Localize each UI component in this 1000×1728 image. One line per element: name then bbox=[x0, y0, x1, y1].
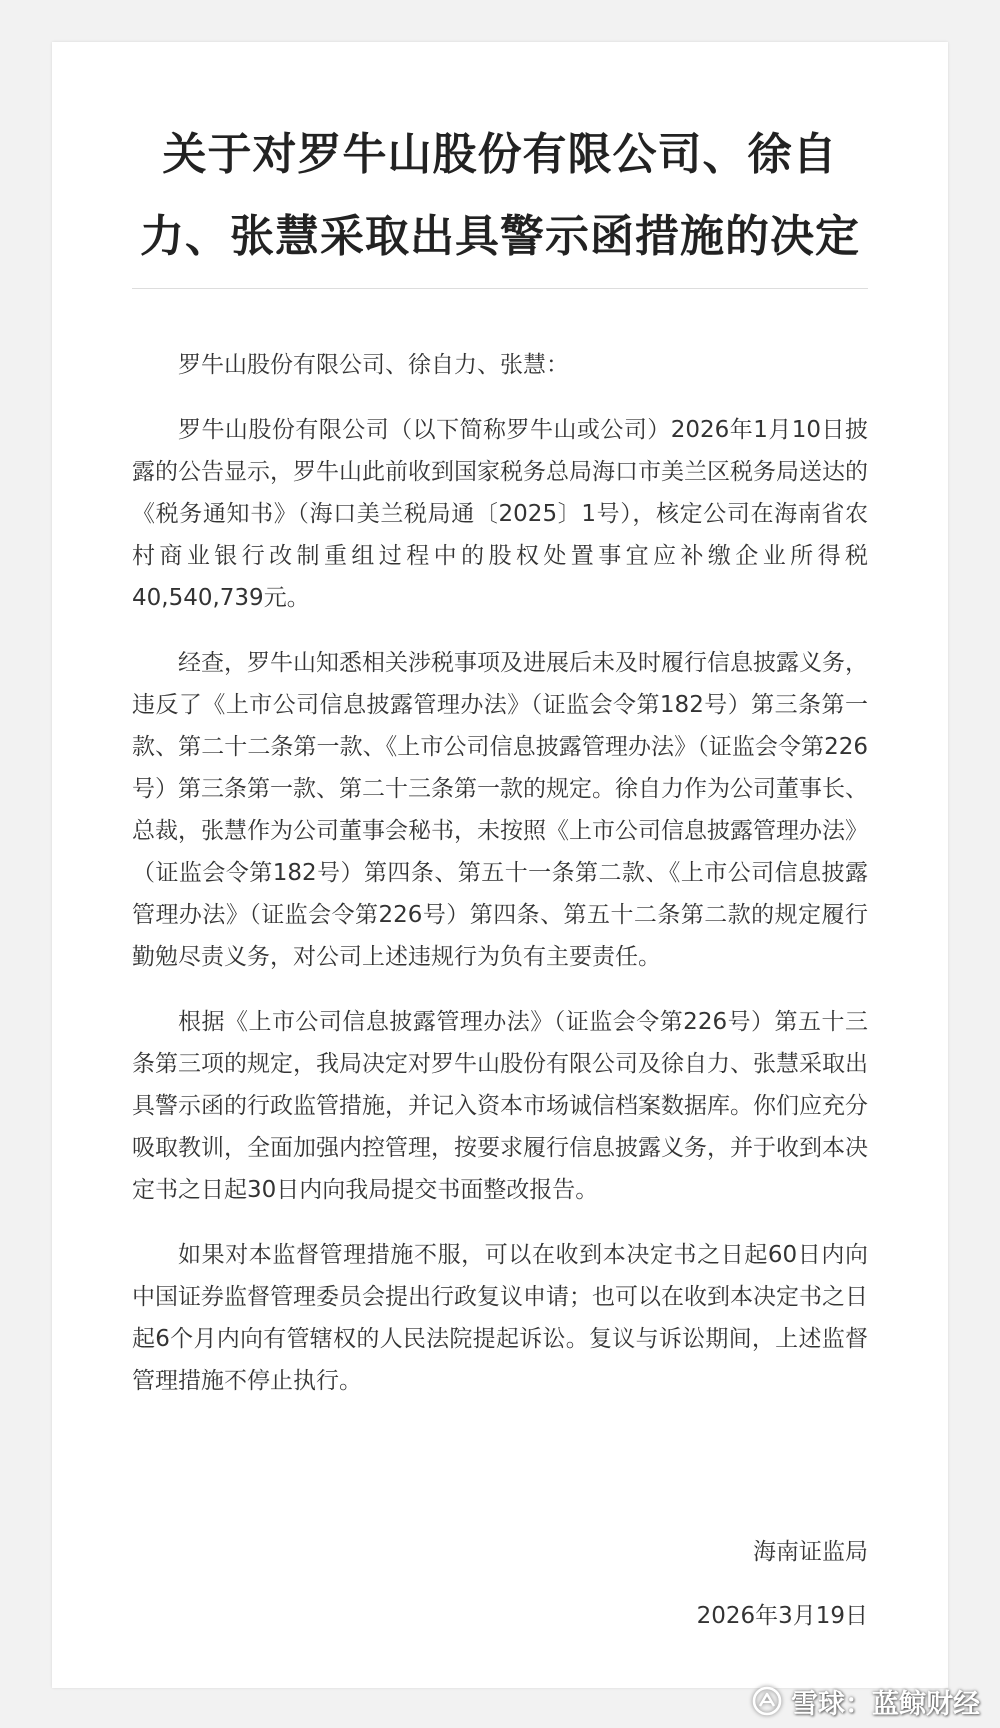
body-paragraph-violation: 经查，罗牛山知悉相关涉税事项及进展后未及时履行信息披露义务，违反了《上市公司信息披露管理办法》（证监会令第182号）第三条第一款、第二十二条第一款、《上市公司信息披露管理办法》（证监会令第226号）第三条第一款、第二十三条第一款的规定。徐自力作为公司董事长、总裁，张慧作为公司董事会秘书，未按照《上市公司信息披露管理办法》（证监会令第182号）第四条、第五十一条第二款、《上市公司信息披露管理办法》（证监会令第226号）第四条、第五十二条第二款的规定履行勤勉尽责义务，对公司上述违规行为负有主要责任。 bbox=[132, 650, 868, 970]
body-paragraph-decision: 根据《上市公司信息披露管理办法》（证监会令第226号）第五十三条第三项的规定，我局决定对罗牛山股份有限公司及徐自力、张慧采取出具警示函的行政监管措施，并记入资本市场诚信档案数据库。你们应充分吸取教训，全面加强内控管理，按要求履行信息披露义务，并于收到本决定书之日起30日内向我局提交书面整改报告。 bbox=[132, 1009, 868, 1203]
salutation-paragraph: 罗牛山股份有限公司、徐自力、张慧： bbox=[178, 352, 569, 378]
watermark-text: 雪球：蓝鲸财经 bbox=[791, 1688, 980, 1720]
document-card bbox=[52, 42, 948, 1688]
issuer-signature: 海南证监局 bbox=[753, 1539, 868, 1565]
body-paragraph-appeal: 如果对本监督管理措施不服，可以在收到本决定书之日起60日内向中国证券监督管理委员会提出行政复议申请；也可以在收到本决定书之日起6个月内向有管辖权的人民法院提起诉讼。复议与诉讼期间，上述监督管理措施不停止执行。 bbox=[132, 1242, 868, 1394]
document-body bbox=[132, 344, 868, 1425]
issue-date: 2026年3月19日 bbox=[696, 1603, 868, 1629]
document-title: 关于对罗牛山股份有限公司、徐自力、张慧采取出具警示函措施的决定 bbox=[140, 129, 860, 262]
snowball-logo-icon bbox=[751, 1685, 783, 1717]
title-divider bbox=[132, 288, 868, 289]
body-paragraph-facts: 罗牛山股份有限公司（以下简称罗牛山或公司）2026年1月10日披露的公告显示，罗牛山此前收到国家税务总局海口市美兰区税务局送达的《税务通知书》（海口美兰税局通〔2025〕1号），核定公司在海南省农村商业银行改制重组过程中的股权处置事宜应补缴企业所得税40,540,739元。 bbox=[132, 417, 868, 611]
snowball-watermark bbox=[751, 1678, 980, 1724]
